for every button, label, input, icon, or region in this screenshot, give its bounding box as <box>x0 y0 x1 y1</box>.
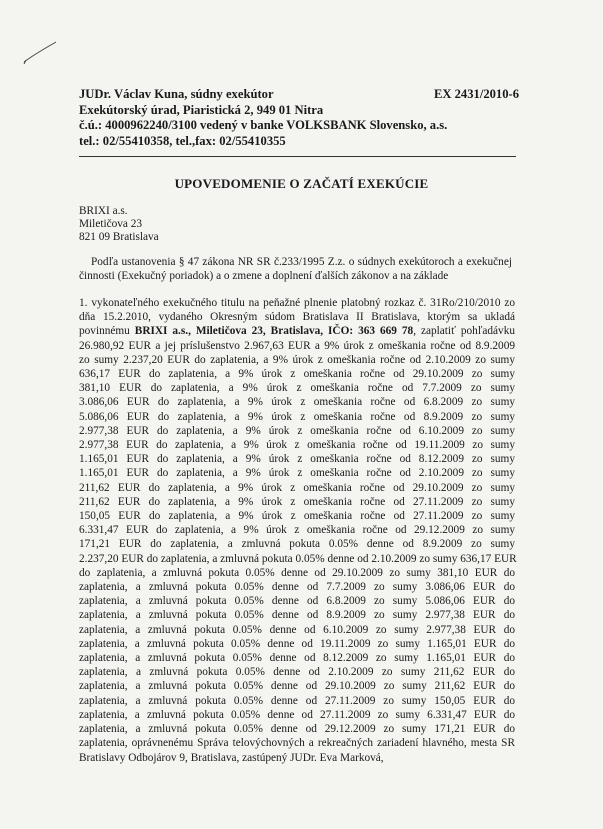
bank-account: č.ú.: 4000962240/3100 vedený v banke VOLKSBANK Slovensko, a.s. <box>79 118 448 132</box>
body-paragraph <box>79 296 515 765</box>
phone-fax: tel.: 02/55410358, tel.,fax: 02/55410355 <box>79 133 286 148</box>
body-line: zaplatenia, a zmluvná pokuta 0.05% denne od 7.7.2009 zo sumy 3.086,06 EUR do <box>79 581 515 594</box>
recipient-city: 821 09 Bratislava <box>79 231 159 244</box>
letterhead <box>79 87 519 149</box>
intro-line: Podľa ustanovenia § 47 zákona NR SR č.233/1995 Z.z. o súdnych exekútoroch a exekučnej <box>91 256 512 268</box>
body-line: zaplatenia, a zmluvná pokuta 0.05% denne od 29.12.2009 zo sumy 171,21 EUR do <box>79 723 515 736</box>
body-line: 2.977,38 EUR do zaplatenia, a 9% úrok z omeškania ročne od 6.10.2009 zo sumy <box>79 424 515 437</box>
header-divider <box>79 156 516 157</box>
body-line: zaplatenia, a zmluvná pokuta 0.05% denne od 19.11.2009 zo sumy 1.165,01 EUR do <box>79 637 515 650</box>
document-title: UPOVEDOMENIE O ZAČATÍ EXEKÚCIE <box>174 176 429 191</box>
body-line: 381,10 EUR do zaplatenia, a 9% úrok z omeškania ročne od 7.7.2009 zo sumy <box>79 382 515 395</box>
body-line: zaplatenia, a zmluvná pokuta 0.05% denne od 8.12.2009 zo sumy 1.165,01 EUR do <box>79 652 515 665</box>
body-line: zaplatenia, a zmluvná pokuta 0.05% denne od 6.8.2009 zo sumy 5.086,06 EUR do <box>79 595 515 608</box>
body-line: zo sumy 2.237,20 EUR do zaplatenia, a 9% úrok z omeškania ročne od 2.10.2009 zo sumy <box>79 353 515 366</box>
body-line: zaplatenia, a zmluvná pokuta 0.05% denne od 2.10.2009 zo sumy 211,62 EUR do <box>79 666 515 679</box>
office-address: Exekútorský úrad, Piaristická 2, 949 01 Nitra <box>79 102 324 117</box>
body-line: 2.977,38 EUR do zaplatenia, a 9% úrok z omeškania ročne od 19.11.2009 zo sumy <box>79 439 515 452</box>
body-line: zaplatenia, a zmluvná pokuta 0.05% denne od 8.9.2009 zo sumy 2.977,38 EUR do <box>79 609 515 622</box>
body-line: 211,62 EUR do zaplatenia, a 9% úrok z omeškania ročne od 27.11.2009 zo sumy <box>79 495 515 508</box>
debtor-identification: BRIXI a.s., Miletičova 23, Bratislava, IČO: 363 669 78 <box>134 325 414 338</box>
body-line: 3.086,06 EUR do zaplatenia, a 9% úrok z omeškania ročne od 6.8.2009 zo sumy <box>79 396 515 409</box>
body-line: zaplatenia, a zmluvná pokuta 0.05% denne od 27.11.2009 zo sumy 6.331,47 EUR do <box>79 708 515 721</box>
body-line: 6.331,47 EUR do zaplatenia, a 9% úrok z omeškania ročne od 29.12.2009 zo sumy <box>79 524 515 537</box>
body-line: zaplatenia, a zmluvná pokuta 0.05% denne od 29.10.2009 zo sumy 211,62 EUR do <box>79 680 515 693</box>
body-line: do zaplatenia, a zmluvná pokuta 0.05% denne od 29.10.2009 zo sumy 381,10 EUR do <box>79 566 515 579</box>
body-line: 636,17 EUR do zaplatenia, a 9% úrok z omeškania ročne od 29.10.2009 zo sumy <box>79 368 515 381</box>
recipient-street: Miletičova 23 <box>79 218 143 231</box>
recipient-name: BRIXI a.s. <box>79 205 128 217</box>
body-text-part: povinnému <box>79 325 135 338</box>
body-line <box>79 324 515 338</box>
pen-stroke-mark <box>22 38 62 68</box>
body-line: 2.237,20 EUR do zaplatenia, a zmluvná pokuta 0.05% denne od 2.10.2009 zo sumy 636,17 EUR <box>79 552 517 565</box>
body-line: Bratislavy Odbojárov 9, Bratislava, zastúpený JUDr. Eva Marková, <box>79 751 384 764</box>
body-line: 150,05 EUR do zaplatenia, a 9% úrok z omeškania ročne od 27.11.2009 zo sumy <box>79 510 515 523</box>
body-text-part: , zaplatiť pohľadávku <box>413 325 516 338</box>
intro-line: činnosti (Exekučný poriadok) a o zmene a doplnení ďalších zákonov a na základe <box>79 270 449 282</box>
body-line: 1.165,01 EUR do zaplatenia, a 9% úrok z omeškania ročne od 8.12.2009 zo sumy <box>79 453 515 466</box>
body-line: zaplatenia, a zmluvná pokuta 0.05% denne od 27.11.2009 zo sumy 150,05 EUR do <box>79 694 515 707</box>
body-line: 171,21 EUR do zaplatenia, a zmluvná pokuta 0.05% denne od 8.9.2009 zo sumy <box>79 538 515 551</box>
body-line: 1.165,01 EUR do zaplatenia, a 9% úrok z omeškania ročne od 2.10.2009 zo sumy <box>79 467 515 480</box>
body-line: dňa 15.2.2010, vydaného Okresným súdom Bratislava II Bratislava, ktorým sa ukladá <box>79 311 515 324</box>
intro-paragraph <box>79 255 512 283</box>
executor-name: JUDr. Václav Kuna, súdny exekútor <box>79 87 274 101</box>
recipient-address <box>79 205 159 245</box>
body-line: 1. vykonateľného exekučného titulu na peňažné plnenie platobný rozkaz č. 31Ro/210/2010 zo <box>79 297 515 309</box>
case-number: EX 2431/2010-6 <box>433 87 519 101</box>
body-line: 5.086,06 EUR do zaplatenia, a 9% úrok z omeškania ročne od 8.9.2009 zo sumy <box>79 410 515 423</box>
body-line: 26.980,92 EUR a jej príslušenstvo 2.967,63 EUR a 9% úrok z omeškania ročne od 8.9.2009 <box>79 339 515 352</box>
body-line: zaplatenia, a zmluvná pokuta 0.05% denne od 6.10.2009 zo sumy 2.977,38 EUR do <box>79 623 515 636</box>
body-line: zaplatenia, oprávnenému Správa telovýchovných a rekreačných zariadení hlavného, mesta SR <box>79 737 515 750</box>
body-line: 211,62 EUR do zaplatenia, a 9% úrok z omeškania ročne od 29.10.2009 zo sumy <box>79 481 515 494</box>
